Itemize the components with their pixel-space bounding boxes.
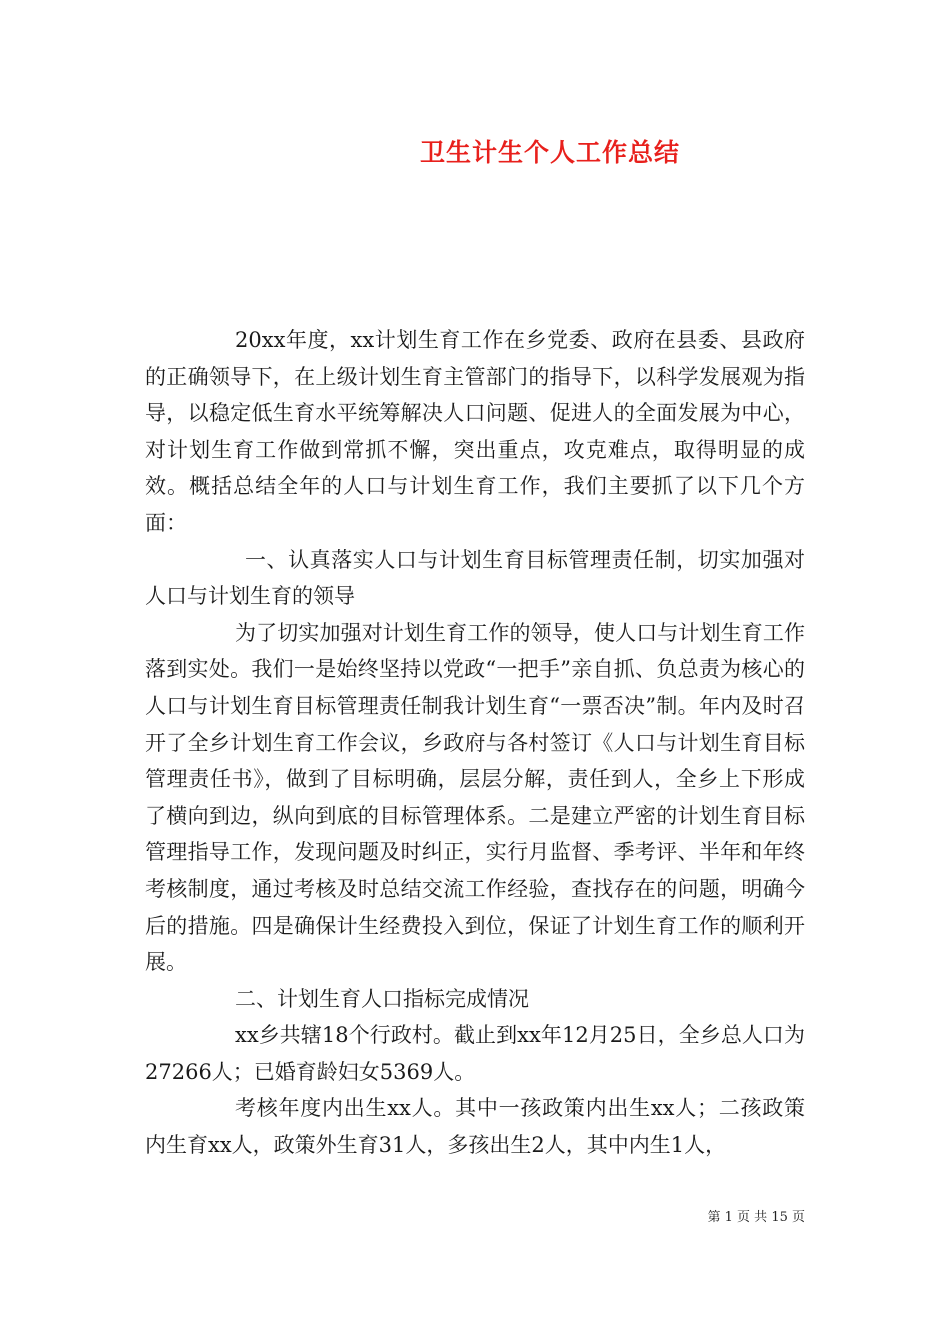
paragraph-population: xx乡共辖18个行政村。截止到xx年12月25日，全乡总人口为27266人；已婚育龄妇女5369人。: [145, 1023, 805, 1084]
document-title: 卫生计生个人工作总结: [419, 138, 680, 167]
document-body: [145, 322, 805, 1164]
paragraph-births: 考核年度内出生xx人。其中一孩政策内出生xx人；二孩政策内生育xx人，政策外生育31人，多孩出生2人，其中内生1人，: [145, 1096, 805, 1158]
section-heading-2: 二、计划生育人口指标完成情况: [235, 986, 529, 1011]
paragraph-section-1: 为了切实加强对计划生育工作的领导，使人口与计划生育工作落到实处。我们一是始终坚持以党政“一把手”亲自抓、负总责为核心的人口与计划生育目标管理责任制我计划生育“一票否决”制。年内及时召开了全乡计划生育工作会议，乡政府与各村签订《人口与计划生育目标管理责任书》，做到了目标明确，层层分解，责任到人，全乡上下形成了横向到边，纵向到底的目标管理体系。二是建立严密的计划生育目标管理指导工作，发现问题及时纠正，实行月监督、季考评、半年和年终考核制度，通过考核及时总结交流工作经验，查找存在的问题，明确今后的措施。四是确保计生经费投入到位，保证了计划生育工作的顺利开展。: [145, 620, 805, 975]
page-number-footer: 第 1 页 共 15 页: [707, 1210, 805, 1225]
section-heading-1: 一、认真落实人口与计划生育目标管理责任制，切实加强对人口与计划生育的领导: [145, 547, 805, 609]
paragraph-intro: 20xx年度，xx计划生育工作在乡党委、政府在县委、县政府的正确领导下，在上级计划生育主管部门的指导下，以科学发展观为指导，以稳定低生育水平统筹解决人口问题、促进人的全面发展为中心，对计划生育工作做到常抓不懈，突出重点，攻克难点，取得明显的成效。概括总结全年的人口与计划生育工作，我们主要抓了以下几个方面：: [145, 328, 805, 535]
